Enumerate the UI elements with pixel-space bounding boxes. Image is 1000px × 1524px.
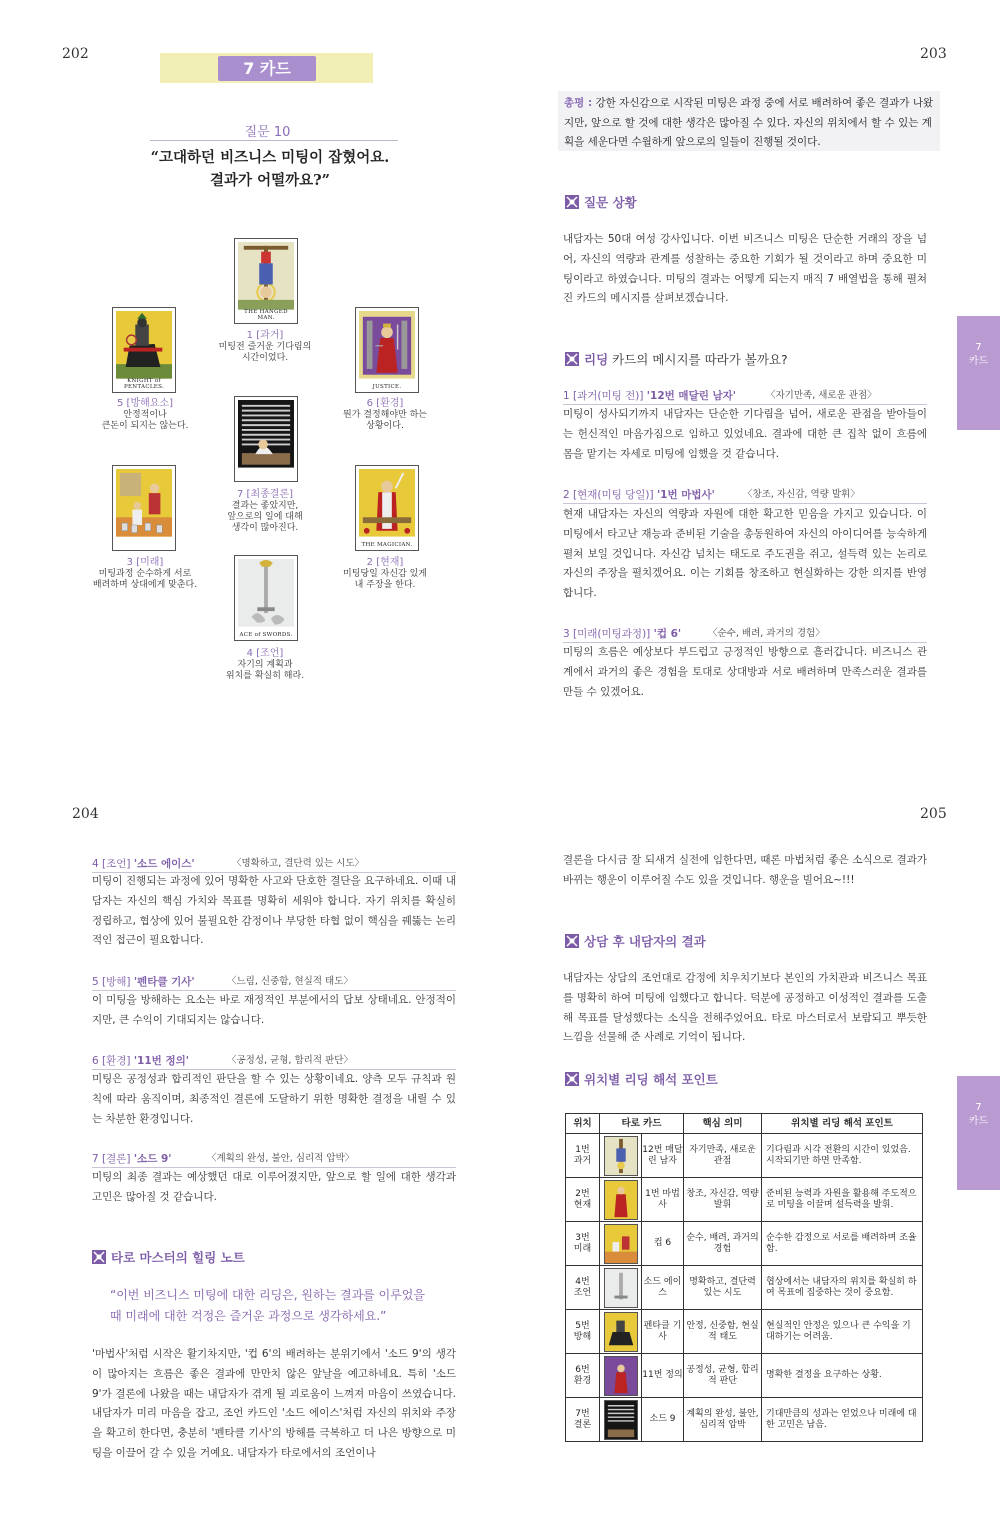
situation-text: 내담자는 50대 여성 강사입니다. 이번 비즈니스 미팅은 단순한 거래의 장을 넘어, 자신의 역량과 관계를 성찰하는 중요한 기회가 될 것이라고 하며 중요한 미팅이라고 하였습니다. 미팅의 결과는 어떻게 되는지 매직 7 배열법을 통해 펼쳐진 카드의 메시지를 살펴보겠습니다. xyxy=(563,233,927,305)
section-reading-title: 리딩 카드의 메시지를 따라가 볼까요? xyxy=(565,351,788,369)
spread-label-7: 7 [최종결론] 결과는 좋았지만, 앞으로의 일에 대해 생각이 많아진다. xyxy=(227,489,303,533)
card-name: KNIGHT of PENTACLES. xyxy=(123,378,165,390)
nine-of-swords-icon xyxy=(604,1400,638,1440)
card-justice xyxy=(355,307,419,393)
table-row: 3번 미래 컵 6 순수, 배려, 과거의 경험 순수한 감정으로 서로를 배려하며 조율함. xyxy=(566,1222,923,1266)
question-text xyxy=(120,146,420,192)
reading-item-5-text: 이 미팅을 방해하는 요소는 바로 재정적인 부분에서의 답보 상태네요. 안정적이지만, 큰 수익이 기대되지는 않습니다. xyxy=(92,994,456,1026)
page-number-205: 205 xyxy=(920,806,947,822)
six-of-cups-icon xyxy=(604,1224,638,1264)
card-nine-of-swords xyxy=(234,396,298,482)
question-line-2: 결과가 어떨까요?” xyxy=(210,172,330,189)
healing-quote: “이번 비즈니스 미팅에 대한 리딩은, 원하는 결과를 이루었을 때 미래에 대한 걱정은 즐거운 과정으로 생각하세요.” xyxy=(110,1288,425,1323)
section-bullet-icon xyxy=(565,195,579,209)
spread-label-4: 4 [조언] 자기의 계획과 위치를 확실히 해라. xyxy=(225,648,305,681)
table-row: 4번 조언 소드 에이스 명확하고, 결단력 있는 시도 협상에서는 내담자의 위치를 확실히 하여 목표에 집중하는 것이 중요함. xyxy=(566,1266,923,1310)
reading-item-4-text: 미팅이 진행되는 과정에 있어 명확한 사고와 단호한 결단을 요구하네요. 이때 내담자는 자신의 핵심 가치와 목표를 명확히 세워야 합니다. 자기 위치를 확실히 정립하고, 협상에 있어 불필요한 감정이나 부당한 타협 없이 핵심을 꿰뚫는 논리적인 접근이 필요합니다. xyxy=(92,875,456,947)
chapter-banner xyxy=(160,53,373,83)
card-name: JUSTICE. xyxy=(372,384,402,390)
justice-icon xyxy=(604,1356,638,1396)
reading-item-1-text: 미팅이 성사되기까지 내담자는 단순한 기다림을 넘어, 새로운 관점을 받아들이는 헌신적인 마음가짐으로 임하고 있었네요. 결과에 대한 큰 집착 없이 흐름에 몸을 맡기는 자세로 미팅에 임했을 것 같습니다. xyxy=(563,408,927,460)
reading-item-1-header: 1 [과거(미팅 전)] '12번 매달린 남자' 〈자기만족, 새로운 관점〉 xyxy=(563,388,927,405)
table-row: 2번 현재 1번 마법사 창조, 자신감, 역량 발휘 준비된 능력과 자원을 활용해 주도적으로 미팅을 이끌며 설득력을 발휘. xyxy=(566,1178,923,1222)
section-result-title: 상담 후 내담자의 결과 xyxy=(565,933,706,951)
side-tab-lower: 7 카드 xyxy=(957,1076,1000,1190)
summary-label: 총평 : xyxy=(564,97,593,109)
magician-icon xyxy=(604,1180,638,1220)
section-bullet-icon xyxy=(565,934,579,948)
card-name: THE MAGICIAN. xyxy=(361,542,413,548)
reading-item-6-text: 미팅은 공정성과 합리적인 판단을 할 수 있는 상황이네요. 양측 모두 규칙과 원칙에 따라 움직이며, 최종적인 결론에 도달하기 위한 명확한 결정을 내릴 수 있는 차분한 환경입니다. xyxy=(92,1073,456,1125)
page-number-202: 202 xyxy=(62,46,89,62)
result-text: 내담자는 상담의 조언대로 감정에 치우치기보다 본인의 가치관과 비즈니스 목표를 명확히 하여 미팅에 임했다고 합니다. 덕분에 공정하고 이성적인 결과를 도출해 목표를 달성했다는 소식을 전해주었어요. 타로 마스터로서 보람되고 뿌듯한 느낌을 선물해 준 사례로 기억이 됩니다. xyxy=(563,972,927,1044)
healing-text-continued: 결론을 다시금 잘 되새겨 실전에 임한다면, 때론 마법처럼 좋은 소식으로 결과가 바뀌는 행운이 이루어질 수도 있을 것입니다. 행운을 빌어요~!!! xyxy=(563,854,927,886)
reading-item-2-header: 2 [현재(미팅 당일)] '1번 마법사' 〈창조, 자신감, 역량 발휘〉 xyxy=(563,487,927,504)
summary-text: 강한 자신감으로 시작된 미팅은 과정 중에 서로 배려하여 좋은 결과가 나왔지만, 앞으로 할 것에 대한 생각은 많아질 수 있다. 자신의 위치에서 할 수 있는 계획을 세운다면 수월하게 앞으로의 일들이 진행될 것이다. xyxy=(564,97,934,148)
ace-of-swords-icon xyxy=(238,559,294,627)
reading-item-6-header: 6 [환경] '11번 정의' 〈공정성, 균형, 합리적 판단〉 xyxy=(92,1053,456,1070)
table-row: 1번 과거 12번 매달린 남자 자기만족, 새로운 관점 기다림과 시각 전환의 시간이 있었음. 시작되기만 하면 만족함. xyxy=(566,1134,923,1178)
question-divider xyxy=(150,140,398,141)
points-table xyxy=(565,1113,923,1442)
section-bullet-icon xyxy=(92,1250,106,1264)
side-tab-upper: 7 카드 xyxy=(957,316,1000,430)
table-header-row: 위치 타로 카드 핵심 의미 위치별 리딩 해석 포인트 xyxy=(566,1114,923,1134)
justice-icon xyxy=(359,311,415,379)
reading-item-3-header: 3 [미래(미팅과정)] '컵 6' 〈순수, 배려, 과거의 경험〉 xyxy=(563,626,927,643)
reading-item-2-text: 현재 내담자는 자신의 역량과 자원에 대한 확고한 믿음을 가지고 있습니다. 이 미팅에서 타고난 재능과 준비된 기술을 총동원하여 자신의 아이디어를 능숙하게 펼쳐 보일 것입니다. 자신감 넘치는 태도로 주도권을 쥐고, 설득력 있는 논리로 자신의 주장을 펼치겠어요. 이는 기회를 창조하고 현실화하는 강한 의지를 반영합니다. xyxy=(563,508,927,600)
summary-box xyxy=(558,91,940,151)
six-of-cups-icon xyxy=(116,469,172,537)
reading-item-3-text: 미팅의 흐름은 예상보다 부드럽고 긍정적인 방향으로 흘러갑니다. 비즈니스 관계에서 과거의 좋은 경험을 토대로 상대방과 서로 배려하며 만족스러운 결과를 만들 수 있겠어요. xyxy=(563,646,927,698)
knight-of-pentacles-icon xyxy=(604,1312,638,1352)
section-points-title: 위치별 리딩 해석 포인트 xyxy=(565,1071,718,1089)
section-bullet-icon xyxy=(565,1072,579,1086)
card-ace-of-swords xyxy=(234,555,298,641)
section-bullet-icon xyxy=(565,352,579,366)
ace-of-swords-icon xyxy=(604,1268,638,1308)
table-row: 5번 방해 펜타클 기사 안정, 신중함, 현실적 태도 현실적인 안정은 있으나 큰 수익을 기대하기는 어려움. xyxy=(566,1310,923,1354)
healing-text: '마법사'처럼 시작은 활기차지만, '컵 6'의 배려하는 분위기에서 '소드 9'의 생각이 많아지는 흐름은 좋은 결과에 만만치 않은 앞날을 예고하네요. 특히 '소드 9'가 결론에 나왔을 때는 내담자가 겪게 될 괴로움이 느껴져 마음이 쓰였습니다. 내담자가 미리 마음을 잡고, 조언 카드인 '소드 에이스'처럼 자신의 위치와 주장을 확고히 한다면, 충분히 '펜타클 기사'의 방해를 극복하고 더 나은 방향으로 미팅을 이끌어 갈 수 있을 거예요. 내담자가 타로에서의 조언이나 xyxy=(92,1348,456,1459)
hanged-man-icon xyxy=(604,1136,638,1176)
question-number: 질문 10 xyxy=(244,125,291,140)
question-line-1: “고대하던 비즈니스 미팅이 잡혔어요. xyxy=(150,149,390,166)
reading-item-5-header: 5 [방해] '펜타클 기사' 〈느림, 신중함, 현실적 태도〉 xyxy=(92,974,456,991)
card-knight-of-pentacles xyxy=(112,307,176,393)
page-number-204: 204 xyxy=(72,806,99,822)
reading-item-7-header: 7 [결론] '소드 9' 〈계획의 완성, 불안, 심리적 압박〉 xyxy=(92,1151,456,1168)
hanged-man-icon xyxy=(238,242,294,310)
spread-label-1: 1 [과거] 미팅전 즐거운 기다림의 시간이었다. xyxy=(218,330,312,363)
reading-item-4-header: 4 [조언] '소드 에이스' 〈명확하고, 결단력 있는 시도〉 xyxy=(92,856,456,873)
chapter-label: 7 카드 xyxy=(218,56,316,81)
card-magician xyxy=(355,465,419,551)
knight-of-pentacles-icon xyxy=(116,311,172,379)
spread-label-3: 3 [미래] 미팅과정 순수하게 서로 배려하며 상대에게 맞춘다. xyxy=(92,557,198,590)
card-hanged-man xyxy=(234,238,298,324)
magician-icon xyxy=(359,469,415,537)
section-situation-title: 질문 상황 xyxy=(565,194,637,212)
nine-of-swords-icon xyxy=(238,400,294,468)
table-row: 6번 환경 11번 정의 공정성, 균형, 합리적 판단 명확한 결정을 요구하는 상황. xyxy=(566,1354,923,1398)
table-row: 7번 결론 소드 9 계획의 완성, 불안, 심리적 압박 기대만큼의 성과는 얻었으나 미래에 대한 고민은 남음. xyxy=(566,1398,923,1442)
spread-label-6: 6 [환경] 뭔가 결정해야만 하는 상황이다. xyxy=(343,398,427,431)
card-name: THE HANGED MAN. xyxy=(244,309,288,321)
spread-label-5: 5 [방해요소] 안정적이나 큰돈이 되지는 않는다. xyxy=(101,398,189,431)
reading-item-7-text: 미팅의 최종 결과는 예상했던 대로 이루어졌지만, 앞으로 할 일에 대한 생각과 고민은 많아질 것 같습니다. xyxy=(92,1171,456,1203)
card-name: ACE of SWORDS. xyxy=(239,632,293,638)
section-healing-title: 타로 마스터의 힐링 노트 xyxy=(92,1249,245,1267)
card-six-of-cups xyxy=(112,465,176,551)
page-number-203: 203 xyxy=(920,46,947,62)
spread-label-2: 2 [현재] 미팅당일 자신감 있게 내 주장을 한다. xyxy=(343,557,427,590)
